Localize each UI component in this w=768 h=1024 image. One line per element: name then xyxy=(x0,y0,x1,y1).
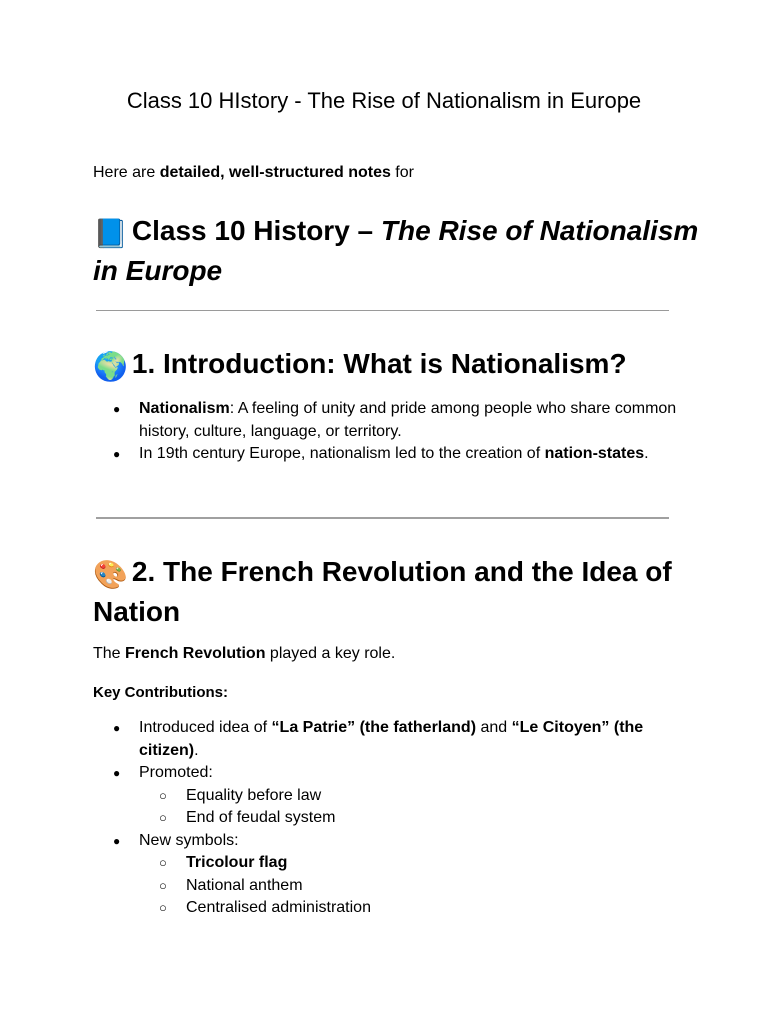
list-text: National anthem xyxy=(186,876,303,894)
list-item xyxy=(93,398,683,443)
term-la-patrie: “La Patrie” (the fatherland) xyxy=(271,719,477,736)
divider xyxy=(96,517,669,519)
intro-prefix: Here are xyxy=(93,164,160,181)
sub-list-item xyxy=(93,785,683,808)
intro-bold: detailed, well-structured notes xyxy=(159,164,391,181)
intro-line xyxy=(93,162,414,184)
list-item xyxy=(93,443,683,466)
section2-title: 2. The French Revolution and the Idea of Nation xyxy=(93,556,672,627)
section2-heading xyxy=(93,553,713,630)
main-heading-italic: The Rise of Nationalism in Europe xyxy=(93,215,699,286)
book-icon: 📘 xyxy=(93,218,128,249)
list-text: Promoted: xyxy=(139,764,213,781)
definition-text: : A feeling of unity and pride among people who share common history, culture, language, or territory. xyxy=(139,400,677,440)
section2-paragraph xyxy=(93,643,395,665)
section1-title: 1. Introduction: What is Nationalism? xyxy=(131,348,627,379)
globe-icon: 🌍 xyxy=(93,351,128,382)
list-text: In 19th century Europe, nationalism led to the creation of xyxy=(139,445,545,462)
list-text: Centralised administration xyxy=(186,899,371,916)
list-item xyxy=(93,762,683,785)
list-item xyxy=(93,830,683,853)
section1-heading xyxy=(93,345,713,385)
para-bold: French Revolution xyxy=(125,645,266,662)
document-title: Class 10 HIstory - The Rise of Nationalism in Europe xyxy=(126,88,642,113)
para-suffix: played a key role. xyxy=(265,645,396,662)
para-prefix: The xyxy=(93,645,126,662)
term-tricolour-flag: Tricolour flag xyxy=(186,854,288,871)
section1-list xyxy=(93,398,683,466)
list-item xyxy=(93,717,683,762)
list-text: End of feudal system xyxy=(186,809,336,826)
main-heading-plain: Class 10 History – xyxy=(131,215,381,246)
list-text: Equality before law xyxy=(186,786,322,804)
divider xyxy=(96,310,669,311)
palette-icon: 🎨 xyxy=(93,559,128,590)
sub-list-item xyxy=(93,875,683,898)
list-text: Introduced idea of xyxy=(139,719,272,736)
key-contributions-label: Key Contributions: xyxy=(93,684,228,701)
sub-list-item xyxy=(93,897,683,920)
intro-suffix: for xyxy=(390,164,414,181)
term-le-citoyen: “Le Citoyen” (the citizen) xyxy=(139,719,644,759)
list-suffix: . xyxy=(644,445,649,462)
sub-list-item xyxy=(93,807,683,830)
section2-list xyxy=(93,717,683,920)
main-heading xyxy=(93,212,713,289)
term-nation-states: nation-states xyxy=(544,445,645,462)
list-suffix: . xyxy=(194,741,199,759)
list-text: and xyxy=(476,719,512,736)
sub-list-item xyxy=(93,852,683,875)
list-text: New symbols: xyxy=(139,831,239,849)
term-nationalism: Nationalism xyxy=(139,400,230,417)
